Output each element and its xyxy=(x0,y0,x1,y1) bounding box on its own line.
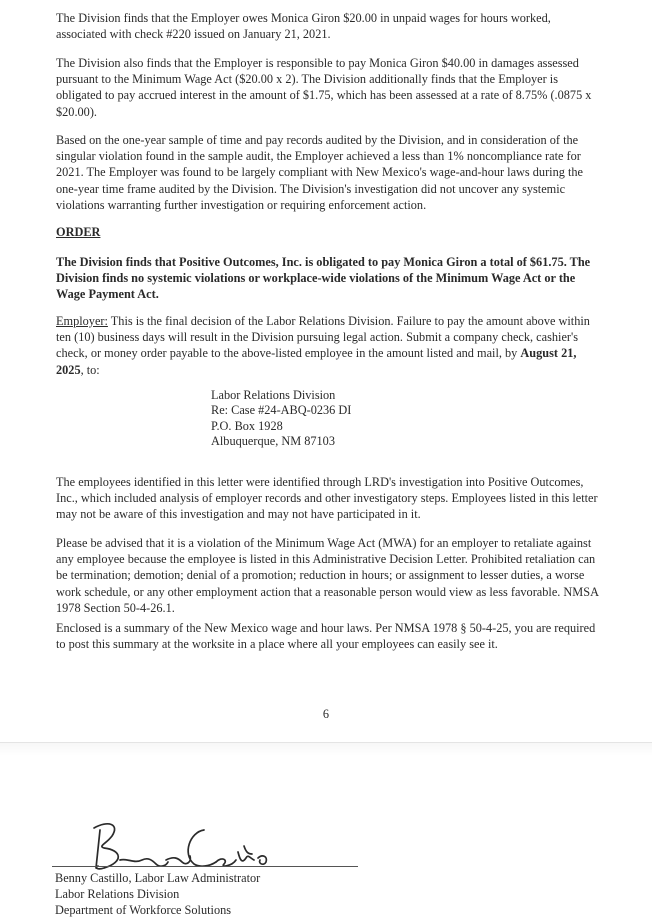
paragraph-retaliation-warning: Please be advised that it is a violation of the Minimum Wage Act (MWA) for an employer to retaliate against any employee because the employee is listed in this Administrative Decision Letter. Prohibited retaliation can be termination; demotion; denial of a promotion; reduction in hours; or assignment to lesser duties, a worse work schedule, or any other employment action that a reasonable person would view as less favorable. NMSA 1978 Section 50-4-26.1. xyxy=(56,536,599,615)
address-line-2: Re: Case #24-ABQ-0236 DI xyxy=(211,403,352,418)
paragraph-employees-identified: The employees identified in this letter were identified through LRD's investigation into Positive Outcomes, Inc., which included analysis of employer records and other investigatory steps. Employees listed in this letter may not be aware of this investigation and may not have participated in it. xyxy=(56,475,598,522)
employer-label: Employer: xyxy=(56,314,108,328)
paragraph-damages-interest: The Division also finds that the Employer is responsible to pay Monica Giron $40.00 in damages assessed pursuant to the Minimum Wage Act ($20.00 x 2). The Division additionally finds that the Employer is obligated to pay accrued interest in the amount of $1.75, which has been assessed at a rate of 8.75% (.0875 x $20.00). xyxy=(56,56,592,119)
page-break-shadow xyxy=(0,742,652,756)
signer-department: Department of Workforce Solutions xyxy=(55,903,232,917)
order-text: The Division finds that Positive Outcomes, Inc. is obligated to pay Monica Giron a total of $61.75. The Division finds no systemic violations or workplace-wide violations of the Minimum Wage Act or the Wage Payment Act. xyxy=(56,255,591,302)
mailing-address xyxy=(211,388,351,450)
page-number: 6 xyxy=(322,707,330,721)
address-line-1: Labor Relations Division xyxy=(211,388,336,402)
signature-line xyxy=(52,866,358,867)
page-break-divider xyxy=(0,742,652,743)
signer-division: Labor Relations Division xyxy=(55,887,180,901)
address-line-3: P.O. Box 1928 xyxy=(211,418,283,433)
paragraph-unpaid-wages: The Division finds that the Employer owes Monica Giron $20.00 in unpaid wages for hours worked, associated with check #220 issued on January 21, 2021. xyxy=(56,11,551,42)
paragraph-audit-findings: Based on the one-year sample of time and pay records audited by the Division, and in consideration of the singular violation found in the sample audit, the Employer achieved a less than 1% noncompliance rate for 2021. The Employer was found to be largely compliant with New Mexico's wage-and-hour laws during the one-year time frame audited by the Division. The Division's investigation did not uncover any systemic violations warranting further investigation or requiring enforcement action. xyxy=(56,133,583,212)
address-line-4: Albuquerque, NM 87103 xyxy=(211,434,335,449)
paragraph-employer-instructions xyxy=(56,313,604,378)
deadline-date: August 21, 2025 xyxy=(56,346,577,377)
signer-name-title: Benny Castillo, Labor Law Administrator xyxy=(55,871,261,885)
order-heading: ORDER xyxy=(56,225,101,239)
employer-text: This is the final decision of the Labor Relations Division. Failure to pay the amount above within ten (10) business days will result in the Division pursuing legal action. Submit a company check, cashier's check, or money order payable to the above-listed employee in the amount listed and mail, by xyxy=(56,314,590,361)
signer-block xyxy=(55,870,260,918)
paragraph-summary-posting: Enclosed is a summary of the New Mexico wage and hour laws. Per NMSA 1978 § 50-4-25, you are required to post this summary at the worksite in a place where all your employees can easily see it. xyxy=(56,621,596,652)
deadline-suffix: , to: xyxy=(80,362,100,377)
